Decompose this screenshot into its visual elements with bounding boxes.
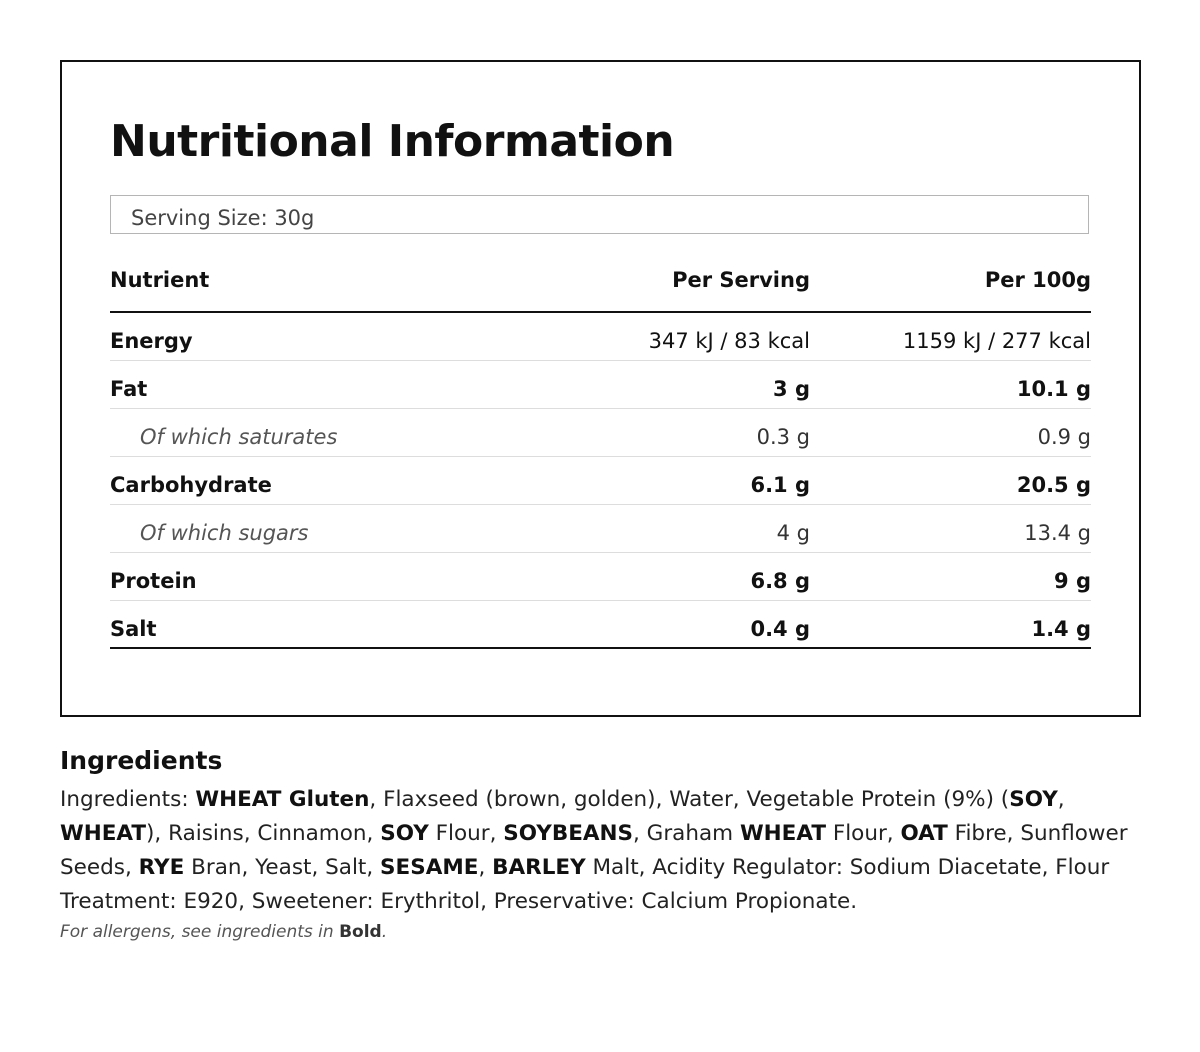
per-100g-value: 9 g xyxy=(1054,569,1091,593)
ingredient-text: Flour, xyxy=(826,821,901,846)
table-row-protein xyxy=(110,553,1091,601)
allergen-note-text: For allergens, see ingredients in xyxy=(60,922,340,942)
per-serving-value: 0.3 g xyxy=(756,425,810,449)
nutrition-panel xyxy=(60,60,1141,717)
table-row-saturates xyxy=(110,409,1091,457)
nutrient-name: Salt xyxy=(110,617,157,641)
per-100g-value: 13.4 g xyxy=(1024,521,1091,545)
serving-size-box xyxy=(110,195,1089,234)
ingredient-text: Fibre, Sunflower Seeds, xyxy=(60,821,1128,880)
nutrient-name: Fat xyxy=(110,377,148,401)
per-serving-value: 0.4 g xyxy=(750,617,810,641)
ingredient-text: , Flaxseed (brown, golden), Water, Vegetable Protein (9%) ( xyxy=(369,787,1010,812)
per-serving-value: 6.1 g xyxy=(750,473,810,497)
allergen-note-end: . xyxy=(381,922,388,942)
nutrition-title: Nutritional Information xyxy=(110,116,675,167)
serving-size-text: Serving Size: 30g xyxy=(131,206,315,230)
per-100g-value: 1.4 g xyxy=(1031,617,1091,641)
nutrient-name: Of which saturates xyxy=(140,425,338,449)
allergen-highlight: WHEAT xyxy=(60,821,147,846)
allergen-highlight: SOYBEANS xyxy=(503,821,634,846)
nutrient-name: Of which sugars xyxy=(140,521,309,545)
allergen-highlight: WHEAT xyxy=(739,821,826,846)
per-100g-value: 10.1 g xyxy=(1016,377,1091,401)
per-100g-value: 1159 kJ / 277 kcal xyxy=(902,329,1091,353)
per-serving-value: 347 kJ / 83 kcal xyxy=(648,329,810,353)
ingredients-heading: Ingredients xyxy=(60,746,223,775)
table-row-salt xyxy=(110,601,1091,649)
nutrition-table xyxy=(110,256,1091,649)
allergen-note xyxy=(60,922,1145,942)
table-row-energy xyxy=(110,313,1091,361)
table-row-sugars xyxy=(110,505,1091,553)
allergen-highlight: RYE xyxy=(138,855,185,880)
header-per-serving: Per Serving xyxy=(672,268,810,292)
per-serving-value: 4 g xyxy=(776,521,810,545)
table-header-row xyxy=(110,256,1091,313)
per-100g-value: 0.9 g xyxy=(1037,425,1091,449)
header-nutrient: Nutrient xyxy=(110,268,210,292)
allergen-highlight: SESAME xyxy=(380,855,479,880)
header-per-100g: Per 100g xyxy=(984,268,1091,292)
allergen-highlight: WHEAT Gluten xyxy=(195,787,370,812)
allergen-highlight: BARLEY xyxy=(492,855,586,880)
allergen-note-bold: Bold xyxy=(339,922,382,942)
table-row-carbohydrate xyxy=(110,457,1091,505)
ingredient-text: , Graham xyxy=(633,821,740,846)
ingredient-text: Ingredients: xyxy=(60,787,196,812)
allergen-highlight: SOY xyxy=(1009,787,1058,812)
table-row-fat xyxy=(110,361,1091,409)
ingredient-text: ), Raisins, Cinnamon, xyxy=(146,821,381,846)
nutrient-name: Energy xyxy=(110,329,193,353)
ingredient-text: Malt, Acidity Regulator: Sodium Diacetate, Flour Treatment: E920, Sweetener: Erythritol, Preservative: Calcium Propionate. xyxy=(60,855,1110,914)
ingredient-text: , xyxy=(478,855,493,880)
ingredient-text: , xyxy=(1057,787,1065,812)
allergen-highlight: SOY xyxy=(380,821,429,846)
ingredient-text: Flour, xyxy=(428,821,504,846)
per-serving-value: 6.8 g xyxy=(750,569,810,593)
ingredients-text xyxy=(60,783,1145,919)
per-serving-value: 3 g xyxy=(773,377,810,401)
ingredient-text: Bran, Yeast, Salt, xyxy=(184,855,381,880)
ingredients-section xyxy=(60,746,1145,942)
nutrient-name: Protein xyxy=(110,569,197,593)
nutrient-name: Carbohydrate xyxy=(110,473,272,497)
allergen-highlight: OAT xyxy=(900,821,948,846)
per-100g-value: 20.5 g xyxy=(1016,473,1091,497)
